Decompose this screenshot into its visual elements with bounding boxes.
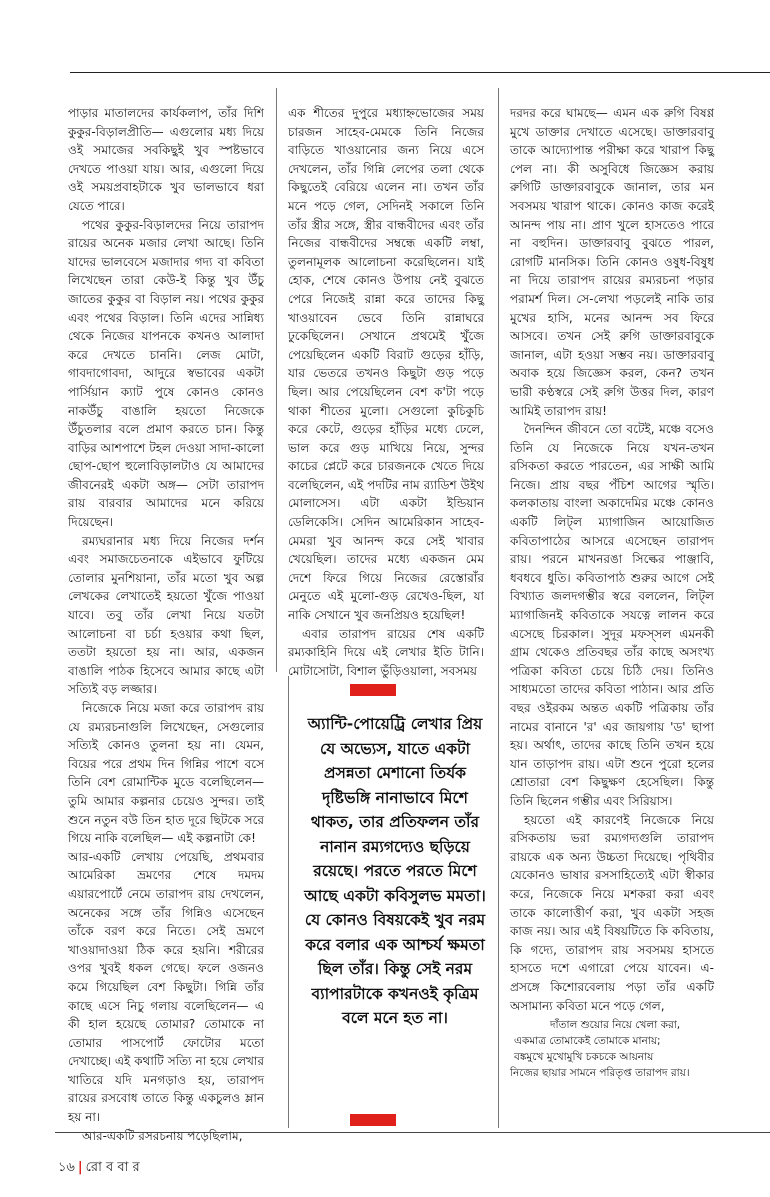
article-column-3 xyxy=(510,104,714,1081)
paragraph: হয়তো এই কারণেই নিজেকে নিয়ে রসিকতায় ভরা রম্যগদ্যগুলি তারাপদ রায়কে এক অন্য উচ্চতা দিয়েছে। পৃথিবীর যেকোনও ভাষার রসসাহিত্যেই এটা স্বীকার করে, নিজেকে নিয়ে মশকরা করা এবং তাকে কালোত্তীর্ণ করা, খুব একটা সহজ কাজ নয়। আর এই বিষয়টিতে কি কবিতায়, কি গদ্যে, তারাপদ রায় সবসময় হাসতে হাসতে দশে এগারো পেয়ে যাবেন। এ-প্রসঙ্গে কিশোরবেলায় পড়া তাঁর একটি অসামান্য কবিতা মনে পড়ে গেল, xyxy=(510,812,714,1013)
quote-box-left-rule xyxy=(288,676,289,1128)
poem-line: দাঁতাল শুয়োর নিয়ে খেলা করা, xyxy=(550,1019,681,1032)
page-folio xyxy=(58,1158,140,1179)
paragraph: আর-একটি লেখায় পেয়েছি, প্রথমবার আমেরিকা ভ্রমণের শেষে দমদম এয়ারপোর্টে নেমে তারাপদ রায় দেখলেন, অনেকের সঙ্গে তাঁর গিন্নিও এসেছেন তাঁকে বরণ করে নিতে। সেই ভ্রমণে খাওয়াদাওয়া ঠিক করে হয়নি। শরীরের ওপর খুবই ধকল গেছে। ফলে ওজনও কমে গিয়েছিল বেশ কিছুটা। গিন্নি তাঁর কাছে এসে নিচু গলায় বলেছিলেন— এ কী হাল হয়েছে তোমার? তোমাকে না তোমার পাসপোর্ট ফোটোর মতো দেখাচ্ছে। এই কথাটি সত্যি না হয়ে লেখার খাতিরে যদি মনগড়াও হয়, তারাপদ রায়ের রসবোধ তাতে কিন্তু একচুলও ম্লান হয় না। xyxy=(68,849,264,1125)
paragraph: এবার তারাপদ রায়ের শেষ একটি রম্যকাহিনি দিয়ে এই লেখার ইতি টানি। মোটাসোটা, বিশাল ভুঁড়িওয়ালা, সবসময় xyxy=(288,626,484,678)
poem-line: নিজের ছায়ার সামনে পরিতৃপ্ত তারাপদ রায়। xyxy=(510,1067,690,1080)
poem-line: একমাত্র তোমাকেই তোমাকে মানায়; xyxy=(514,1035,661,1048)
page-number: ১৬ xyxy=(58,1160,75,1175)
paragraph: দরদর করে ঘামছে— এমন এক রুগি বিষণ্ণ মুখে ডাক্তার দেখাতে এসেছে। ডাক্তারবাবু তাকে আদ্যোপান্ত পরীক্ষা করে খারাপ কিছু পেল না। কী অসুবিধে জিজ্ঞেস করায় রুগিটি ডাক্তারবাবুকে জানাল, তার মন সবসময় খারাপ থাকে। কোনও কাজ করেই আনন্দ পায় না। প্রাণ খুলে হাসতেও পারে না বহুদিন। ডাক্তারবাবু বুঝতে পারল, রোগটি মানসিক। তিনি কোনও ওষুধ-বিষুধ না দিয়ে তারাপদ রায়ের রম্যরচনা পড়ার পরামর্শ দিল। সে-লেখা পড়লেই নাকি তার মুখের হাসি, মনের আনন্দ সব ফিরে আসবে। তখন সেই রুগি ডাক্তারবাবুকে জানাল, এটা হওয়া সম্ভব নয়। ডাক্তারবাবু অবাক হয়ে জিজ্ঞেস করল, কেন? তখন ভারী কণ্ঠস্বরে সেই রুগি উত্তর দিল, কারণ আমিই তারাপদ রায়! xyxy=(510,106,714,418)
column-divider-2 xyxy=(498,88,499,1128)
paragraph: পথের কুকুর-বিড়ালদের নিয়ে তারাপদ রায়ের অনেক মজার লেখা আছে। তিনি যাদের ভালবেসে মজাদার গদ্য বা কবিতা লিখেছেন তারা কেউ-ই কিন্তু খুব উঁচু জাতের কুকুর বা বিড়াল নয়। পথের কুকুর এবং পথের বিড়াল। তিনি এদের সান্নিধ্য থেকে নিজের যাপনকে কখনও আলাদা করে দেখতে চাননি। লেজ মোটা, গাবদাগোবদা, আদুরে স্বভাবের একটা পার্সিয়ান ক্যাট পুষে কোনও কোনও নাকউঁচু বাঙালি হয়তো নিজেকে উঁচুতলার বলে প্রমাণ করতে চান। কিন্তু বাড়ির আশপাশে টহল দেওয়া সাদা-কালো ছোপ-ছোপ হুলোবিড়ালটাও যে আমাদের জীবনেরই একটা অঙ্গ— সেটা তারাপদ রায় বারবার আমাদের মনে করিয়ে দিয়েছেন। xyxy=(68,217,264,530)
pull-quote-top-bar xyxy=(350,684,396,696)
poem-line: বঙ্কমুখে মুখোমুখি চকচকে আয়নায় xyxy=(514,1051,654,1064)
column-divider-1 xyxy=(276,88,277,672)
bottom-rule xyxy=(55,1132,770,1133)
quoted-poem xyxy=(510,1017,714,1081)
paragraph: আর-একটি রসরচনায় পড়েছিলাম, xyxy=(82,1128,243,1143)
pull-quote-bottom-bar xyxy=(350,1114,396,1126)
paragraph: দৈনন্দিন জীবনে তো বটেই, মঞ্চে বসেও তিনি যে নিজেকে নিয়ে যখন-তখন রসিকতা করতে পারতেন, এর সাক্ষী আমি নিজে। প্রায় বছর পঁচিশ আগের স্মৃতি। কলকাতায় বাংলা অকাদেমির মঞ্চে কোনও একটি লিট্‌ল ম্যাগাজিন আয়োজিত কবিতাপাঠের আসরে এসেছেন তারাপদ রায়। পরনে মাখনরঙা সিল্কের পাঞ্জাবি, ধবধবে ধুতি। কবিতাপাঠ শুরুর আগে সেই বিখ্যাত জলদগম্ভীর স্বরে বললেন, লিট্‌ল ম্যাগাজিনই কবিতাকে সযত্নে লালন করে এসেছে চিরকাল। সুদূর মফস্‌সল এমনকী গ্রাম থেকেও প্রতিবছর তাঁর কাছে অসংখ্য পত্রিকা কবিতা চেয়ে চিঠি দেয়। তিনিও সাধ্যমতো তাদের কবিতা পাঠান। আর প্রতি বছর ওইরকম অন্তত একটি পত্রিকায় তাঁর নামের বানানে 'র' এর জায়গায় 'ড' ছাপা হয়। অর্থাৎ, তাদের কাছে তিনি তখন হয়ে যান তাড়াপদ রায়। এটা শুনে পুরো হলের শ্রোতারা বেশ কিছুক্ষণ হেসেছিল। কিন্তু তিনি ছিলেন গম্ভীর এবং সিরিয়াস। xyxy=(510,422,714,808)
article-column-1 xyxy=(68,104,264,1145)
paragraph: রম্যঘরানার মধ্য দিয়ে নিজের দর্শন এবং সমাজচেতনাকে এইভাবে ফুটিয়ে তোলার মুনশিয়ানা, তাঁর মতো খুব অল্প লেখকের লেখাতেই হয়তো খুঁজে পাওয়া যাবে। তবু তাঁর লেখা নিয়ে যতটা আলোচনা বা চর্চা হওয়ার কথা ছিল, ততটা হয়তো হয় না। আর, একজন বাঙালি পাঠক হিসেবে আমার কাছে এটা সত্যিই বড় লজ্জার। xyxy=(68,533,264,697)
article-column-2 xyxy=(288,104,484,680)
pull-quote: অ্যান্টি-পোয়েট্রি লেখার প্রিয় যে অভ্যেস, যাতে একটা প্রসন্নতা মেশানো তির্যক দৃষ্টিভঙ্গি নানাভাবে মিশে থাকত, তার প্রতিফলন তাঁর নানান রম্যগদ্যেও ছড়িয়ে রয়েছে। পরতে পরতে মিশে আছে একটা কবিসুলভ মমতা। যে কোনও বিষয়কেই খুব নরম করে বলার এক আশ্চর্য ক্ষমতা ছিল তাঁর। কিন্তু সেই নরম ব্যাপারটাকে কখনওই কৃত্রিম বলে মনে হত না। xyxy=(304,715,486,1027)
paragraph: এক শীতের দুপুরে মধ্যাহ্নভোজের সময় চারজন সাহেব-মেমকে তিনি নিজের বাড়িতে খাওয়ানোর জন্য নিয়ে এসে দেখলেন, তাঁর গিন্নি লেপের তলা থেকে কিছুতেই বেরিয়ে এলেন না। তখন তাঁর মনে পড়ে গেল, সেদিনই সকালে তিনি তাঁর স্ত্রীর সঙ্গে, স্ত্রীর বান্ধবীদের এবং তাঁর নিজের বান্ধবীদের সম্বন্ধে একটি লম্বা, তুলনামূলক আলোচনা করেছিলেন। যাই হোক, শেষে কোনও উপায় নেই বুঝতে পেরে নিজেই রান্না করে তাদের কিছু খাওয়াবেন ভেবে তিনি রান্নাঘরে ঢুকেছিলেন। সেখানে প্রথমেই খুঁজে পেয়েছিলেন একটি বিরাট গুড়ের হাঁড়ি, যার ভেতরে তখনও কিছুটা গুড় পড়ে ছিল। আর পেয়েছিলেন বেশ ক'টা পড়ে থাকা শীতের মুলো। সেগুলো কুচিকুচি করে কেটে, গুড়ের হাঁড়ির মধ্যে ঢেলে, ভাল করে গুড় মাখিয়ে নিয়ে, সুন্দর কাচের প্লেটে করে চারজনকে খেতে দিয়ে বলেছিলেন, এই পদটির নাম র‍্যাডিশ উইথ মোলাসেস। এটা একটা ইন্ডিয়ান ডেলিকেসি। সেদিন আমেরিকান সাহেব-মেমরা খুব আনন্দ করে সেই খাবার খেয়েছিল। তাদের মধ্যে একজন মেম দেশে ফিরে গিয়ে নিজের রেস্তোরাঁর মেনুতে এই মুলো-গুড় রেখেও-ছিল, যা নাকি সেখানে খুব জনপ্রিয়ও হয়েছিল! xyxy=(288,106,484,623)
folio-separator: | xyxy=(77,1160,83,1175)
paragraph: নিজেকে নিয়ে মজা করে তারাপদ রায় যে রম্যরচনাগুলি লিখেছেন, সেগুলোর সত্যিই কোনও তুলনা হয় না। যেমন, বিয়ের পরে প্রথম দিন গিন্নির পাশে বসে তিনি বেশ রোমান্টিক মুডে বলেছিলেন— তুমি আমার কল্পনার চেয়েও সুন্দর। তাই শুনে নতুন বউ তিন হাত দূরে ছিটকে সরে গিয়ে নাকি বলেছিল— এই কল্পনাটা কে! xyxy=(68,701,264,846)
paragraph: পাড়ার মাতালদের কার্যকলাপ, তাঁর দিশি কুকুর-বিড়ালপ্রীতি— এগুলোর মধ্য দিয়ে ওই সমাজের সবকিছুই খুব স্পষ্টভাবে দেখতে পাওয়া যায়। আর, এগুলো দিয়ে ওই সময়প্রবাহটাকে খুব ভালভাবে ধরা যেতে পারে। xyxy=(68,106,264,213)
top-rule xyxy=(70,72,770,73)
magazine-name: রো ব বা র xyxy=(85,1160,140,1175)
